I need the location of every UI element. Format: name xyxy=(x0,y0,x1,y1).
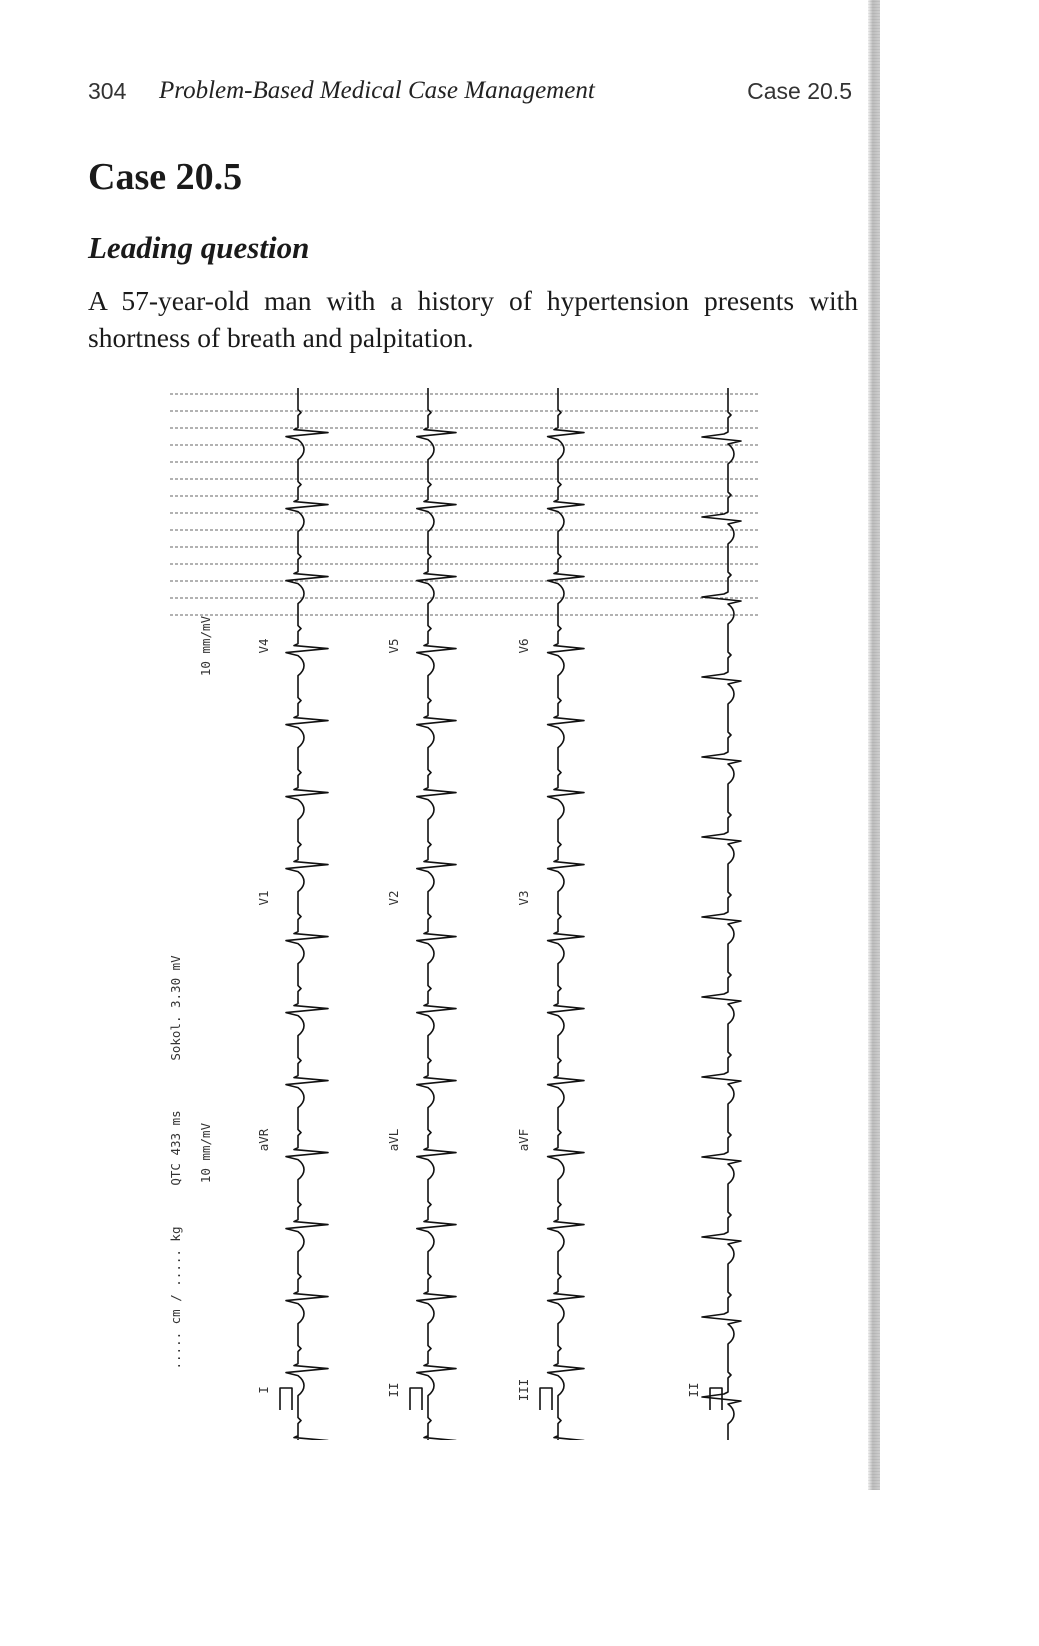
ecg-calibration-pulse xyxy=(280,1388,292,1410)
book-title: Problem-Based Medical Case Management xyxy=(159,77,595,104)
case-title: Case 20.5 xyxy=(88,156,243,198)
ecg-calibration-pulse xyxy=(540,1388,552,1410)
ecg-figure xyxy=(160,378,770,1440)
case-text: A 57-year-old man with a history of hypertension presents with shortness of breath and palpitation. xyxy=(88,285,858,353)
ecg-traces xyxy=(280,388,741,1440)
ecg-trace xyxy=(417,388,456,1440)
ecg-labels xyxy=(168,615,701,1401)
lead-label-ii: II xyxy=(386,1382,401,1398)
ecg-calibration-bottom: 10 mm/mV xyxy=(198,1122,213,1184)
page-number: 304 xyxy=(88,78,127,104)
lead-label-ii: II xyxy=(686,1382,701,1398)
lead-label-iii: III xyxy=(516,1378,531,1402)
ecg-calibration-pulse xyxy=(410,1388,422,1410)
running-head-case-ref: Case 20.5 xyxy=(747,78,852,104)
section-heading: Leading question xyxy=(88,230,310,265)
ecg-qtc: QTC 433 ms xyxy=(168,1110,183,1186)
ecg-grid xyxy=(170,394,760,615)
ecg-trace xyxy=(702,388,741,1440)
lead-label-i: I xyxy=(256,1386,271,1394)
ecg-trace xyxy=(286,388,328,1440)
lead-label-v4: V4 xyxy=(256,638,271,654)
lead-label-avf: aVF xyxy=(516,1128,531,1152)
ecg-sokolow: Sokol. 3.30 mV xyxy=(168,955,183,1061)
lead-label-v6: V6 xyxy=(516,638,531,654)
lead-label-v5: V5 xyxy=(386,638,401,654)
lead-label-v3: V3 xyxy=(516,890,531,906)
lead-label-v1: V1 xyxy=(256,890,271,906)
ecg-calibration-top: 10 mm/mV xyxy=(198,615,213,677)
lead-label-v2: V2 xyxy=(386,890,401,906)
running-head xyxy=(88,78,852,112)
lead-label-avr: aVR xyxy=(256,1128,271,1152)
page-edge-shadow xyxy=(868,0,880,1490)
lead-label-avl: aVL xyxy=(386,1128,401,1152)
ecg-patient-info: ..... cm / ..... kg xyxy=(168,1226,183,1370)
ecg-trace xyxy=(548,388,584,1440)
